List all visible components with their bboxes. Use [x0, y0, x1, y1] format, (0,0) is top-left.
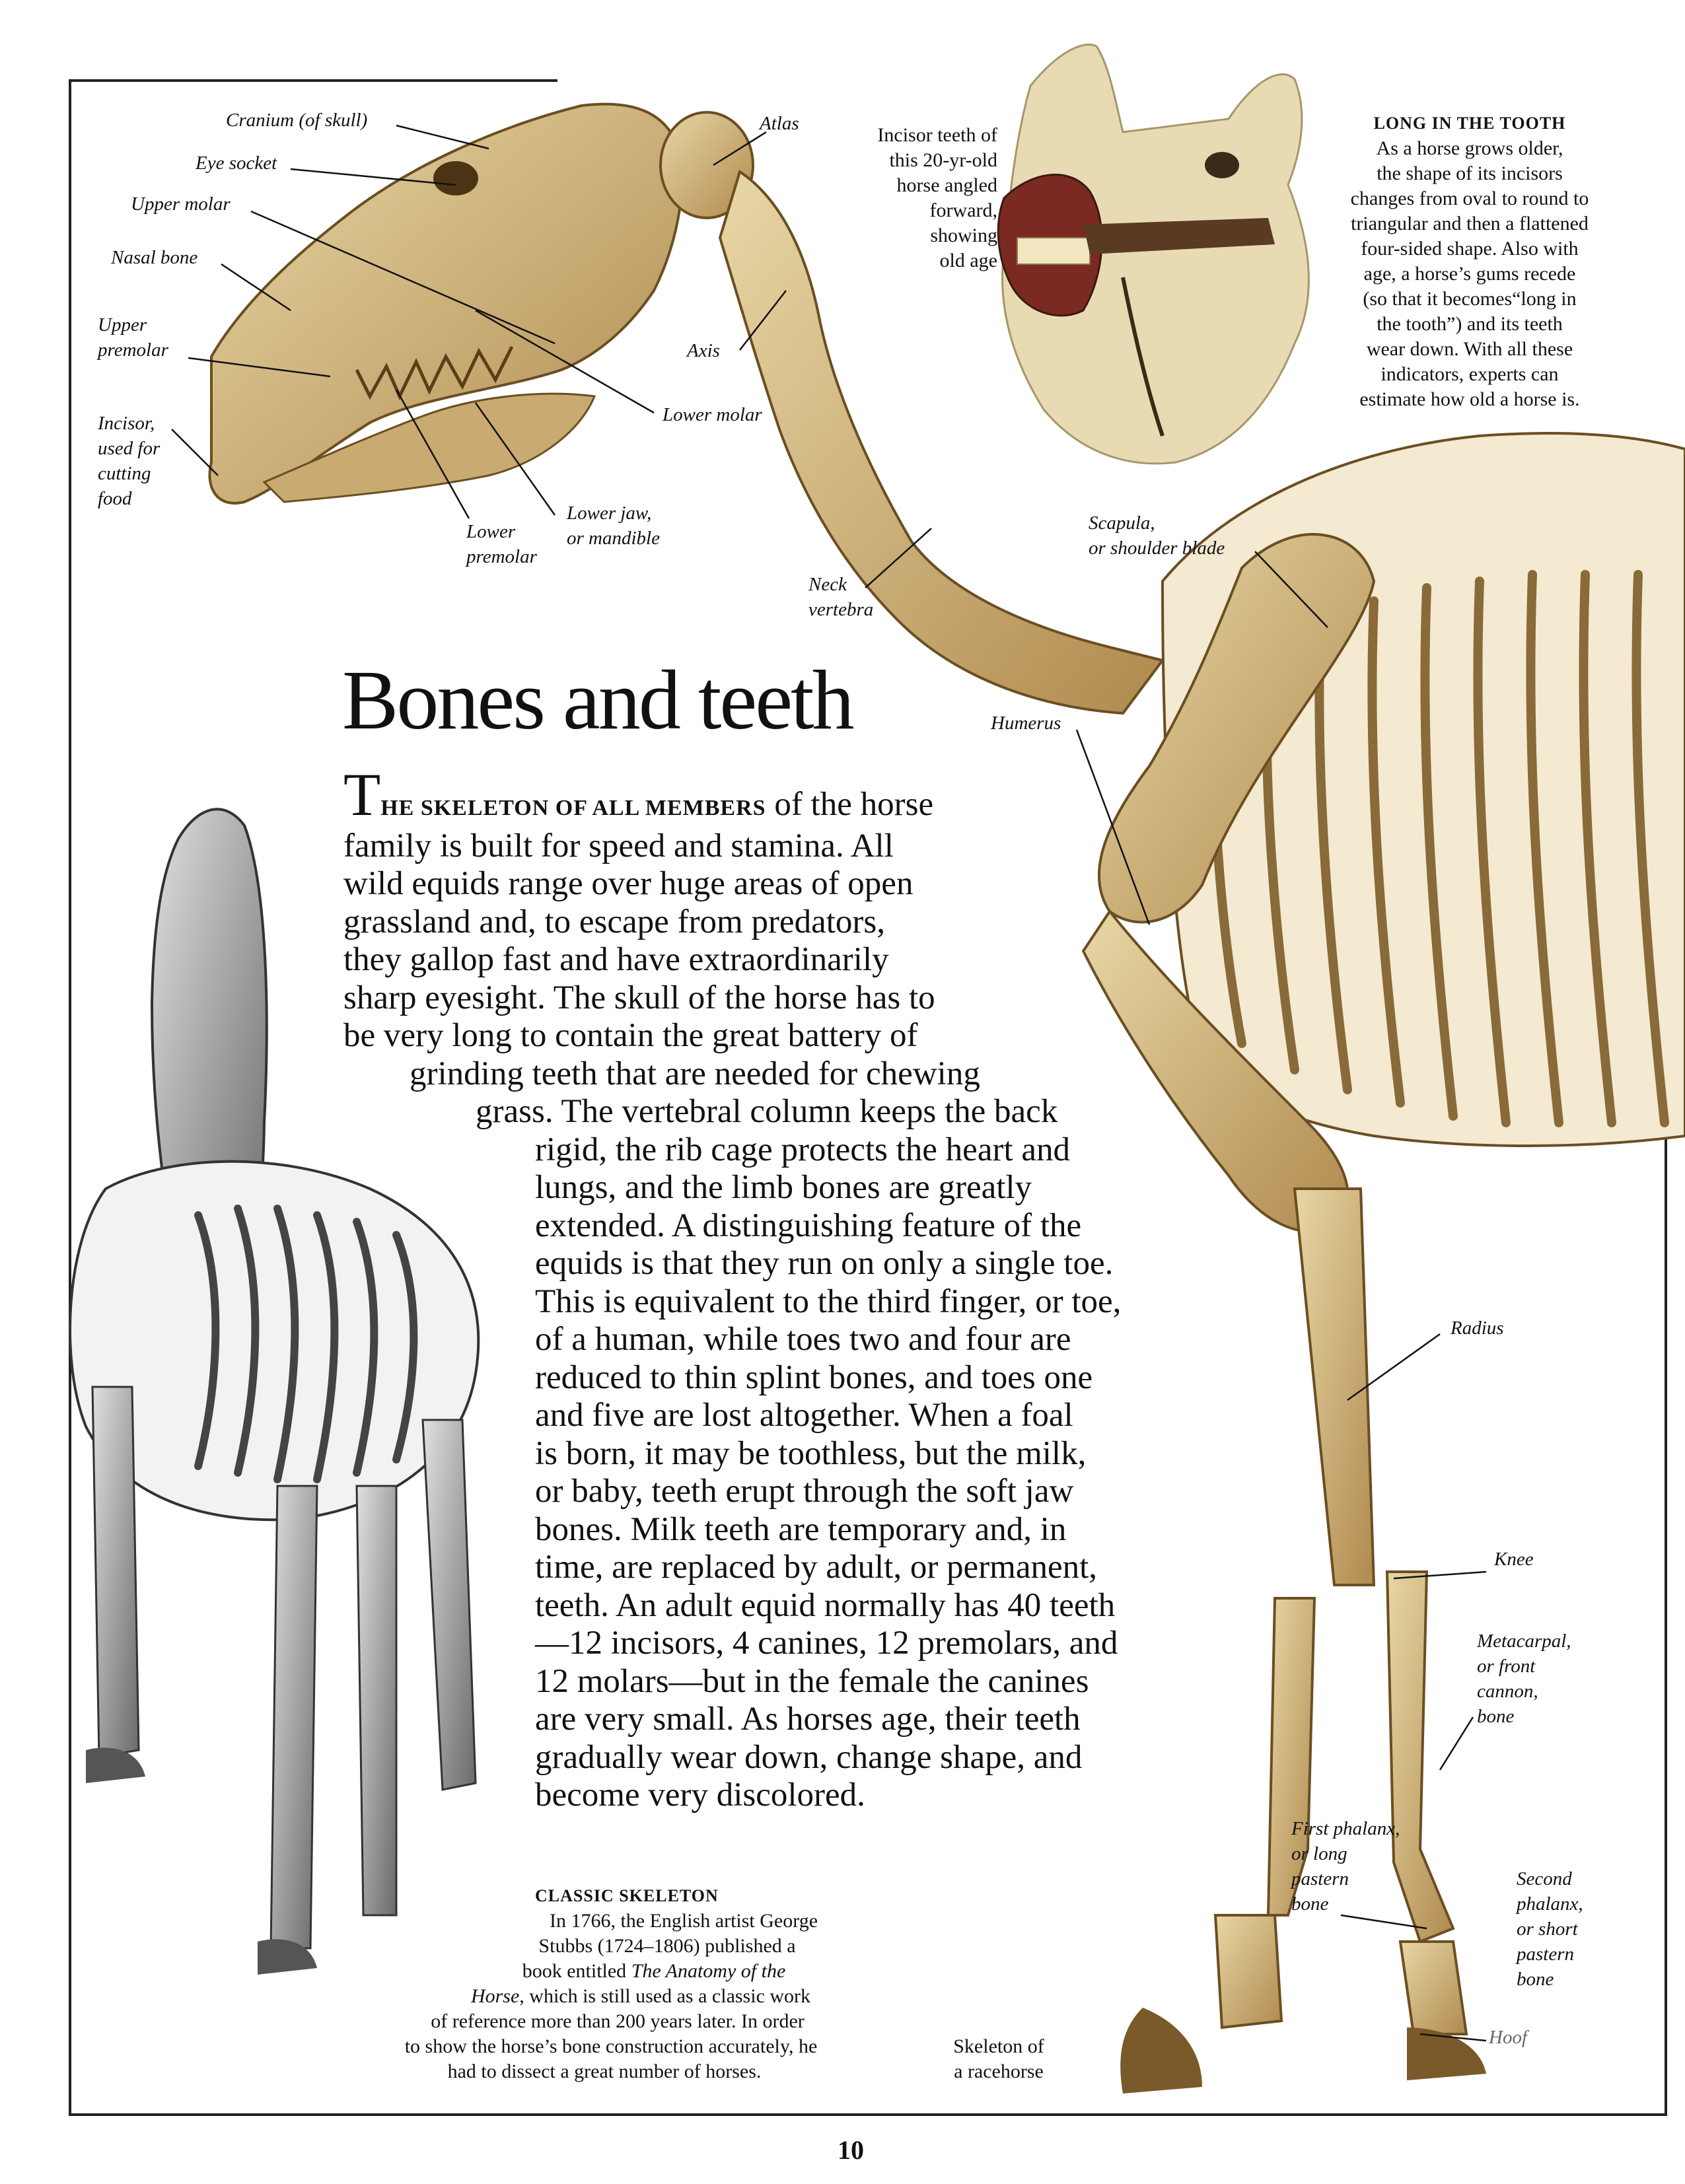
intro-line: they gallop fast and have extraordinarily: [343, 941, 889, 978]
label-metacarpal: Metacarpal, or front cannon, bone: [1477, 1631, 1571, 1727]
intro-line: are very small. As horses age, their teeth: [535, 1701, 1081, 1738]
intro-line: family is built for speed and stamina. All: [343, 827, 894, 864]
label-humerus: Humerus: [991, 713, 1061, 734]
classic-line: to show the horse’s bone construction accurately, he: [404, 2035, 818, 2057]
intro-line: bones. Milk teeth are temporary and, in: [535, 1510, 1067, 1548]
intro-line: 12 molars—but in the female the canines: [535, 1662, 1089, 1700]
intro-line: rigid, the rib cage protects the heart and: [535, 1131, 1070, 1168]
long-in-tooth-body: As a horse grows older, the shape of its incisors changes from oval to round to triangular and then a flattened four-sided shape. Also with age, a horse’s gums recede (so that it becomes“long in the tooth”) and its teeth wear down. With all these indicators, experts can estimate how old a horse is.: [1350, 137, 1589, 410]
label-second-phalanx: Second phalanx, or short pastern bone: [1517, 1868, 1583, 1990]
intro-smallcaps: HE SKELETON OF ALL MEMBERS: [380, 796, 766, 820]
classic-skeleton-box: [350, 1884, 872, 2084]
intro-line: gradually wear down, change shape, and: [535, 1738, 1083, 1776]
label-knee: Knee: [1494, 1549, 1534, 1570]
intro-line: grinding teeth that are needed for chewing: [410, 1055, 980, 1092]
intro-line: time, are replaced by adult, or permanent,: [535, 1549, 1098, 1586]
classic-line: Horse, which is still used as a classic work: [470, 1985, 811, 2007]
label-neck-vertebra: Neck vertebra: [808, 574, 874, 620]
long-in-tooth-box: [1314, 111, 1625, 412]
label-axis: Axis: [687, 340, 720, 361]
dropcap: T: [343, 761, 381, 828]
label-lower-molar: Lower molar: [663, 404, 762, 425]
label-eye-socket: Eye socket: [196, 153, 277, 174]
intro-line: equids is that they run on only a single toe.: [535, 1245, 1114, 1282]
intro-line: grass. The vertebral column keeps the back: [476, 1093, 1058, 1130]
label-upper-molar: Upper molar: [131, 194, 231, 215]
intro-line: sharp eyesight. The skull of the horse has to: [343, 979, 935, 1016]
page-number: 10: [838, 2135, 864, 2165]
classic-line: Stubbs (1724–1806) published a: [538, 1935, 796, 1957]
intro-line: THE SKELETON OF ALL MEMBERS of the horse: [343, 761, 934, 828]
long-in-tooth-title: LONG IN THE TOOTH: [1373, 114, 1566, 133]
horse-head-photo: [998, 45, 1309, 464]
intro-line: lungs, and the limb bones are greatly: [535, 1169, 1032, 1206]
classic-line: of reference more than 200 years later. In order: [431, 2010, 805, 2032]
intro-line: wild equids range over huge areas of open: [343, 865, 914, 902]
label-atlas: Atlas: [760, 113, 799, 134]
label-scapula: Scapula, or shoulder blade: [1089, 512, 1225, 559]
intro-line: and five are lost altogether. When a foal: [535, 1397, 1073, 1434]
intro-line: grassland and, to escape from predators,: [343, 903, 885, 940]
racehorse-caption: Skeleton of a racehorse: [953, 2035, 1044, 2082]
label-lower-jaw: Lower jaw, or mandible: [567, 503, 660, 549]
intro-line: be very long to contain the great battery of: [343, 1017, 918, 1054]
label-hoof: Hoof: [1489, 2027, 1527, 2048]
intro-line: teeth. An adult equid normally has 40 teeth: [535, 1586, 1116, 1624]
classic-skeleton-title: CLASSIC SKELETON: [535, 1886, 719, 1905]
intro-line: reduced to thin splint bones, and toes one: [535, 1358, 1093, 1396]
label-first-phalanx: First phalanx, or long pastern bone: [1291, 1818, 1400, 1915]
classic-line: had to dissect a great number of horses.: [447, 2061, 762, 2082]
page-title: Bones and teeth: [342, 653, 853, 747]
intro-line: —12 incisors, 4 canines, 12 premolars, and: [535, 1625, 1118, 1662]
label-incisor: Incisor, used for cutting food: [98, 413, 161, 509]
label-cranium: Cranium (of skull): [226, 110, 368, 131]
intro-line: become very discolored.: [535, 1777, 865, 1814]
intro-line: of a human, while toes two and four are: [535, 1321, 1071, 1358]
intro-line: is born, it may be toothless, but the milk,: [535, 1434, 1087, 1472]
label-nasal-bone: Nasal bone: [111, 247, 198, 268]
intro-line: extended. A distinguishing feature of the: [535, 1207, 1082, 1244]
label-lower-premolar: Lower premolar: [466, 521, 537, 567]
label-radius: Radius: [1451, 1318, 1504, 1339]
incisor-caption: Incisor teeth of this 20-yr-old horse angled forward, showing old age: [877, 124, 997, 271]
intro-line: or baby, teeth erupt through the soft jaw: [535, 1473, 1074, 1510]
label-upper-premolar: Upper premolar: [98, 314, 168, 361]
classic-line: In 1766, the English artist George: [549, 1910, 818, 1932]
horse-skull-image: [209, 104, 753, 503]
intro-line: This is equivalent to the third finger, or toe,: [535, 1283, 1122, 1320]
intro-paragraph: [343, 761, 1122, 1815]
classic-line: book entitled The Anatomy of the: [522, 1960, 786, 1982]
